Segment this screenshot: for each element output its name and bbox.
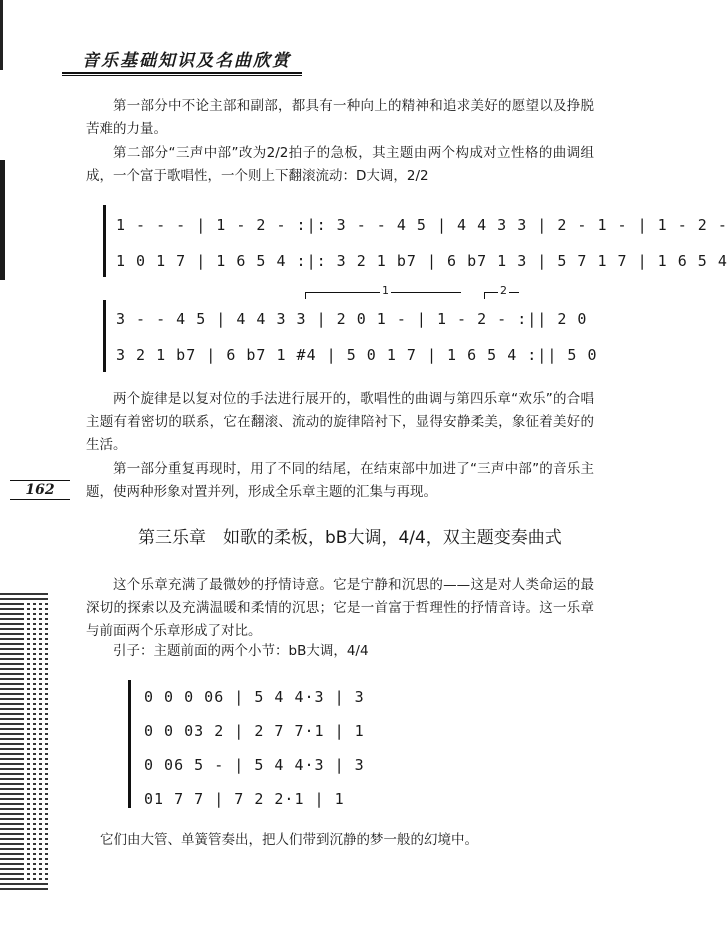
closing-caption: 它们由大管、单簧管奏出，把人们带到沉静的梦一般的幻境中。 — [100, 832, 478, 848]
page-edge-shadow — [0, 0, 3, 70]
notation-system2-lower: 3 2 1 b7 | 6 b7 1 #4 | 5 0 1 7 | 1 6 5 4 :|| 5 0 — [116, 346, 598, 364]
intro-label: 引子：主题前面的两个小节：bB大调，4/4 — [113, 643, 369, 659]
paragraph-2: 第二部分“三声中部”改为2/2拍子的急板，其主题由两个构成对立性格的曲调组成，一个富于歌唱性，一个则上下翻滚流动：D大调，2/2 — [86, 145, 594, 184]
intro-line-1: 0 0 0 06 | 5 4 4·3 | 3 — [144, 688, 365, 706]
section-title: 第三乐章 如歌的柔板，bB大调，4/4，双主题变奏曲式 — [138, 528, 562, 548]
paragraph-5: 这个乐章充满了最微妙的抒情诗意。它是宁静和沉思的——这是对人类命运的最深切的探索以及充满温暖和柔情的沉思；它是一首富于哲理性的抒情音诗。这一乐章与前面两个乐章形成了对比。 — [86, 577, 594, 639]
intro-line-3: 0 06 5 - | 5 4 4·3 | 3 — [144, 756, 365, 774]
edge-hatching-overlay — [24, 600, 48, 880]
paragraph-3: 两个旋律是以复对位的手法进行展开的，歌唱性的曲调与第四乐章“欢乐”的合唱主题有着密切的联系，它在翻滚、流动的旋律陪衬下，显得安静柔美，象征着美好的生活。 — [86, 391, 594, 453]
notation-system2-upper: 3 - - 4 5 | 4 4 3 3 | 2 0 1 - | 1 - 2 - :|| 2 0 — [116, 310, 588, 328]
page-edge-bar — [0, 160, 5, 280]
volta-2-label: 2 — [500, 284, 507, 297]
paragraph-1: 第一部分中不论主部和副部，都具有一种向上的精神和追求美好的愿望以及挣脱苦难的力量。 — [86, 98, 594, 137]
page-number: 162 — [10, 480, 70, 500]
header-rule — [62, 72, 302, 74]
system-bracket-1 — [103, 205, 106, 277]
intro-bracket — [128, 680, 131, 808]
intro-line-4: 01 7 7 | 7 2 2·1 | 1 — [144, 790, 345, 808]
notation-system1-upper: 1 - - - | 1 - 2 - :|: 3 - - 4 5 | 4 4 3 3 | 2 - 1 - | 1 - 2 - — [116, 216, 728, 234]
system-bracket-2 — [103, 300, 106, 372]
running-header: 音乐基础知识及名曲欣赏 — [82, 51, 291, 71]
header-rule-thin — [62, 75, 302, 76]
intro-line-2: 0 0 03 2 | 2 7 7·1 | 1 — [144, 722, 365, 740]
paragraph-4: 第一部分重复再现时，用了不同的结尾，在结束部中加进了“三声中部”的音乐主题，使两种形象对置并列，形成全乐章主题的汇集与再现。 — [86, 461, 594, 500]
volta-1-label: 1 — [382, 284, 389, 297]
notation-system1-lower: 1 0 1 7 | 1 6 5 4 :|: 3 2 1 b7 | 6 b7 1 3 | 5 7 1 7 | 1 6 5 4 — [116, 252, 728, 270]
